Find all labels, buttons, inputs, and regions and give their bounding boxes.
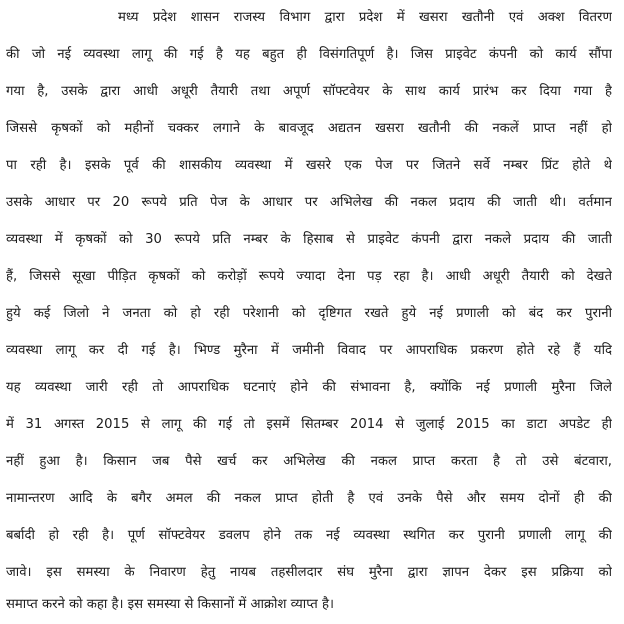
paragraph-line: नहीं हुआ है। किसान जब पैसे खर्च कर अभिलेख की नकल प्राप्त करता है तो उसे बंटवारा, [6,454,612,469]
paragraph-line: उसके आधार पर 20 रूपये प्रति पेज के आधार पर अभिलेख की नकल प्रदाय की जाती थी। वर्तमान [6,195,612,210]
paragraph-line: यह व्यवस्था जारी रही तो आपराधिक घटनाएं होने की संभावना है, क्योंकि नई प्रणाली मुरैना जिले [6,380,612,395]
paragraph-line: जिससे कृषकों को महीनों चक्कर लगाने के बावजूद अद्यतन खसरा खतौनी की नकलें प्राप्त नहीं हो [6,121,612,136]
paragraph-line: जावे। इस समस्या के निवारण हेतु नायब तहसीलदार संघ मुरैना द्वारा ज्ञापन देकर इस प्रक्रिया को [6,565,612,580]
paragraph-line: व्यवस्था में कृषकों को 30 रूपये प्रति नम्बर के हिसाब से प्राइवेट कंपनी द्वारा नकले प्रदाय की जाती [6,232,612,247]
paragraph-line: हुये कई जिलो ने जनता को हो रही परेशानी को दृष्टिगत रखते हुये नई प्रणाली को बंद कर पुरानी [6,306,612,321]
paragraph-line: पा रही है। इसके पूर्व की शासकीय व्यवस्था में खसरे एक पेज पर जितने सर्वे नम्बर प्रिंट होते थे [6,158,612,173]
paragraph-line: मध्य प्रदेश शासन राजस्य विभाग द्वारा प्रदेश में खसरा खतौनी एवं अक्श वितरण [118,10,612,25]
paragraph-line: गया है, उसके द्वारा आधी अधूरी तैयारी तथा अपूर्ण सॉफ्टवेयर के साथ कार्य प्रारंभ कर दिया गया है [6,84,612,99]
paragraph-line: हैं, जिससे सूखा पीड़ित कृषकों को करोड़ों रूपये ज्यादा देना पड़ रहा है। आधी अधूरी तैयारी को देखते [6,269,612,284]
paragraph-line: नामान्तरण आदि के बगैर अमल की नकल प्राप्त होती है एवं उनके पैसे और समय दोनों ही की [6,491,612,506]
paragraph-line: की जो नई व्यवस्था लागू की गई है यह बहुत ही विसंगतिपूर्ण है। जिस प्राइवेट कंपनी को कार्य सौंपा [6,47,612,62]
paragraph-line: में 31 अगस्त 2015 से लागू की गई तो इसमें सितम्बर 2014 से जुलाई 2015 का डाटा अपडेट ही [6,417,612,432]
paragraph-line: समाप्त करने को कहा है। इस समस्या से किसानों में आक्रोश व्याप्त है। [6,597,334,612]
paragraph-line: व्यवस्था लागू कर दी गई है। भिण्ड मुरैना में जमीनी विवाद पर आपराधिक प्रकरण होते रहे हैं यदि [6,343,612,358]
paragraph-line: बर्बादी हो रही है। पूर्ण सॉफ्टवेयर डवलप होने तक नई व्यवस्था स्थगित कर पुरानी प्रणाली लागू की [6,528,612,543]
